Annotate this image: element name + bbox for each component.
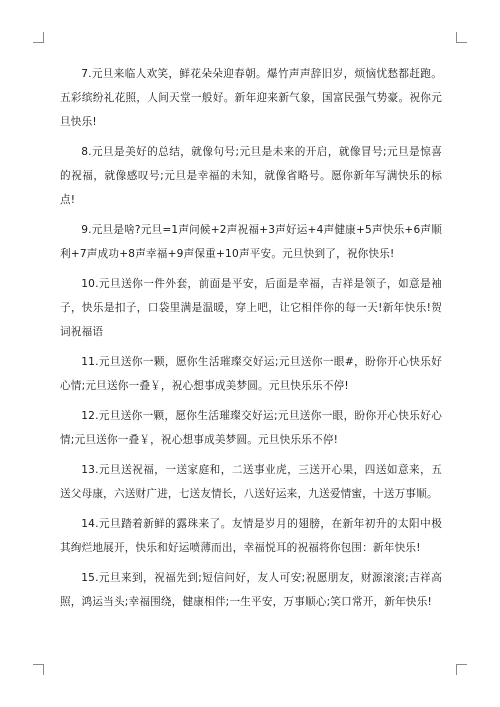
paragraph-8: 8.元旦是美好的总结，就像句号;元旦是未来的开启，就像冒号;元旦是惊喜的祝福，就像感叹号;元旦是幸福的未知，就像省略号。愿你新年写满快乐的标点! [60,146,442,206]
paragraph-11: 11.元旦送你一颗，愿你生活璀璨交好运;元旦送你一眼#，盼你开心快乐好心情;元旦送你一叠￥，祝心想事成美梦圆。元旦快乐乐不停! [60,356,442,392]
page-corner-mark-top-right [456,32,467,43]
paragraph-9: 9.元旦是啥?元旦=1声问候+2声祝福+3声好运+4声健康+5声快乐+6声顺利+7声成功+8声幸福+9声保重+10声平安。元旦快到了，祝你快乐! [60,224,442,260]
paragraph-15: 15.元旦来到，祝福先到;短信问好，友人可安;祝愿朋友，财源滚滚;吉祥高照，鸿运当头;幸福围绕，健康相伴;一生平安，万事顺心;笑口常开，新年快乐! [60,572,442,608]
paragraph-13: 13.元旦送祝福，一送家庭和，二送事业虎，三送开心果，四送如意来，五送父母康，六送财广进，七送友情长，八送好运来，九送爱情蜜，十送万事顺。 [60,464,442,500]
paragraph-14: 14.元旦踏着新鲜的露珠来了。友情是岁月的翅膀，在新年初升的太阳中极其绚烂地展开，快乐和好运喷薄而出，幸福悦耳的祝福将你包围：新年快乐! [60,518,442,554]
page-corner-mark-bottom-right [456,664,467,675]
paragraph-12: 12.元旦送你一颗，愿你生活璀璨交好运;元旦送你一眼，盼你开心快乐好心情;元旦送你一叠￥，祝心想事成美梦圆。元旦快乐乐不停! [60,410,442,446]
page-corner-mark-bottom-left [33,664,44,675]
paragraph-10: 10.元旦送你一件外套，前面是平安，后面是幸福，吉祥是领子，如意是袖子，快乐是扣子，口袋里满是温暖，穿上吧，让它相伴你的每一天!新年快乐!贺词祝福语 [60,278,442,338]
page-corner-mark-top-left [33,32,44,43]
paragraph-7: 7.元旦来临人欢笑，鲜花朵朵迎春朝。爆竹声声辞旧岁，烦恼忧愁都赶跑。五彩缤纷礼花照，人间天堂一般好。新年迎来新气象，国富民强气势豪。祝你元旦快乐! [60,68,442,128]
document-body [60,62,442,620]
